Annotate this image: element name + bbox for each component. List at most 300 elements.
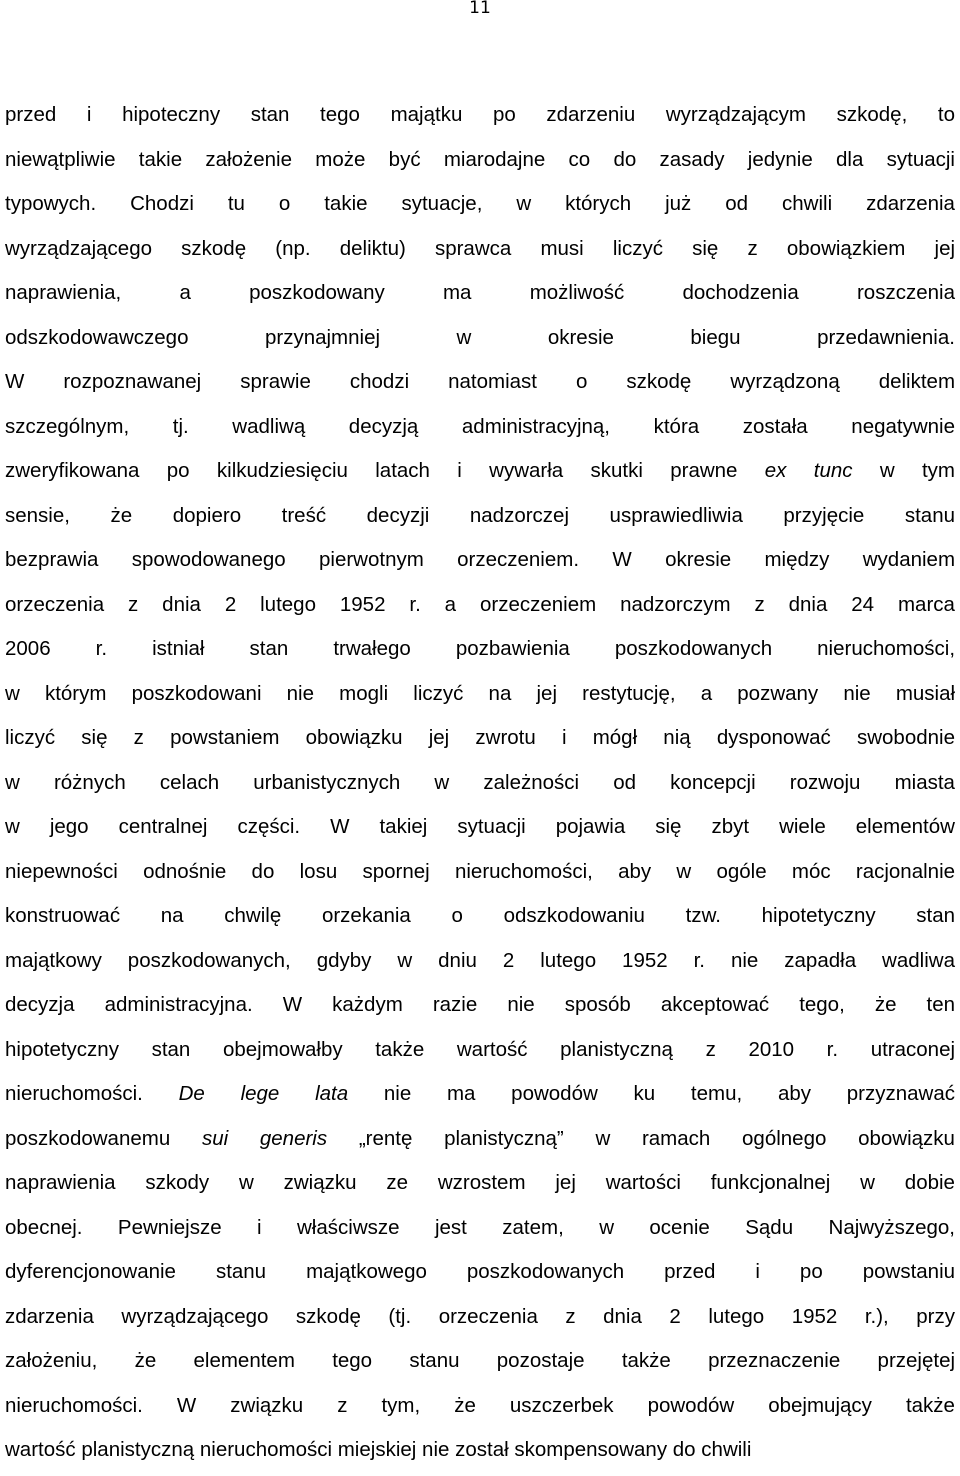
word: sytuacje, [401,192,483,215]
word: wadliwą [232,414,306,438]
word: po [492,103,516,126]
word: r. [826,1037,839,1061]
word: w [5,681,20,705]
word: wiele [779,815,826,838]
word: właściwsze [297,1215,400,1239]
word: z [754,592,765,616]
word: W [176,1393,197,1417]
word: przynajmniej [264,325,381,349]
word: takie [138,147,183,171]
word: poszkodowanych, [127,948,291,972]
word: z [565,1304,576,1328]
word: wywarła [489,459,564,482]
word: biegu [690,325,741,349]
word: nią [663,726,691,749]
word: pozbawienia [455,637,570,660]
text-line [5,1342,955,1387]
word: tym [921,459,955,482]
word: został [455,1438,509,1461]
word: stanu [409,1349,460,1372]
word: chwilę [224,904,282,927]
word: ocenie [649,1215,710,1239]
word: planistyczną [81,1438,195,1461]
text-line [5,630,955,675]
word: W [282,993,303,1016]
word: pozostaje [496,1349,585,1372]
word: aby [777,1082,811,1105]
text-line [5,230,955,275]
word: poszkodowany [249,281,385,304]
word: sprawca [434,236,512,260]
word: liczyć [612,236,663,260]
italic-word: lata [315,1082,349,1105]
word: nieruchomości. [5,1082,143,1105]
word: obowiązku [858,1126,955,1150]
italic-word: ex [764,459,787,482]
word: aby [618,859,652,883]
word: wyrządzającego [5,236,152,260]
word: dysponować [716,726,831,749]
word: temu, [690,1082,743,1105]
word: dopiero [172,503,242,527]
word: jedynie [747,147,813,171]
word: w [5,770,20,794]
word: stanu [904,503,955,527]
word: z [337,1393,348,1417]
word: ma [446,1082,476,1105]
word: sprawie [240,370,311,393]
word: wyrządzającego [121,1304,269,1328]
word: założeniu, [5,1349,98,1372]
word: spowodowanego [131,548,286,571]
word: nieruchomości, [454,859,593,883]
word: się [692,236,719,260]
word: na [160,904,184,927]
word: r. [95,637,108,660]
word: Pewniejsze [117,1215,222,1239]
word: nie [843,681,871,705]
italic-word: generis [259,1126,328,1150]
word: zatem, [502,1215,564,1239]
word: w [516,192,532,215]
word: w [456,325,472,349]
word: różnych [53,770,126,794]
text-line [5,586,955,631]
word: swobodnie [856,726,955,749]
word: musiał [895,681,956,705]
word: móc [791,859,831,883]
text-line [5,719,955,764]
word: nie [286,681,315,705]
word: nadzorczym [620,592,731,616]
word: typowych. [5,192,97,215]
word: między [764,548,830,571]
word: sytuacji [457,815,526,838]
word: funkcjonalnej [710,1171,831,1194]
word: miasta [894,770,955,794]
word: z [128,592,139,616]
word: hipoteczny [122,103,221,126]
word: dnia [603,1304,642,1328]
word: elementem [193,1349,295,1372]
word: ramach [641,1126,711,1150]
word: 2 [669,1304,681,1328]
word: powstaniu [862,1260,956,1283]
word: kilkudziesięciu [216,459,348,482]
word: dnia [788,592,828,616]
word: nieruchomości, [817,637,956,660]
word: od [725,192,749,215]
word: decyzja [5,993,75,1016]
word: już [665,192,692,215]
word: która [653,414,700,438]
word: rozpoznawanej [63,370,202,393]
word: szkodę [181,236,247,260]
word: możliwość [529,281,625,304]
word: a [700,681,713,705]
word: lutego [708,1304,765,1328]
text-line [5,1075,955,1120]
word: po [166,459,190,482]
text-line [5,541,955,586]
word: i [86,103,92,126]
word: poszkodowanemu [5,1126,171,1150]
word: chwili [782,192,833,215]
word: poszkodowanych [614,637,773,660]
word: W [330,815,350,838]
word: centralnej [118,815,208,838]
word: celach [159,770,220,794]
text-line [5,141,955,186]
word: odnośnie [143,859,227,883]
word: o [278,192,291,215]
word: racjonalnie [855,859,956,883]
word: przyznawać [846,1082,955,1105]
word: zbyt [711,815,750,838]
word: w [860,1171,875,1194]
word: że [874,993,897,1016]
text-line [5,274,955,319]
word: co [568,147,591,171]
word: hipotetyczny [5,1037,119,1061]
word: wadliwa [882,948,955,972]
word: szczególnym, [5,414,130,438]
word: natomiast [448,370,537,393]
word: nieruchomości. [5,1393,143,1417]
word: ten [926,993,956,1016]
word: nie [730,948,759,972]
word: orzeczenia [438,1304,538,1328]
word: obejmujący [768,1393,872,1417]
word: obowiązkiem [786,236,906,260]
word: 2 [224,592,237,616]
text-line [5,675,955,720]
word: być [388,147,421,171]
word: nieruchomości [199,1438,333,1461]
word: chodzi [349,370,410,393]
word: orzekania [321,904,411,927]
text-line [5,497,955,542]
word: bezprawia [5,548,99,571]
word: także [905,1393,955,1417]
word: skompensowany [514,1438,668,1461]
word: do [613,147,637,171]
word: pojawia [555,815,626,838]
word: z [705,1037,716,1061]
word: zasady [659,147,725,171]
text-line [5,1431,955,1476]
word: gdyby [316,948,372,972]
word: w [397,948,413,972]
text-line [5,96,955,141]
word: pozwany [737,681,819,705]
word: majątkowy [5,948,102,972]
word: prawne [670,459,738,482]
word: ma [442,281,472,304]
word: a [179,281,191,304]
word: jego [49,815,89,838]
word: okresie [547,325,614,349]
word: lutego [540,948,597,972]
text-line [5,185,955,230]
word: 1952 [791,1304,838,1328]
italic-word: De [178,1082,205,1105]
word: miarodajne [443,147,546,171]
word: przejętej [877,1349,956,1372]
word: koncepcji [670,770,756,794]
word: do [251,859,275,883]
word: dobie [904,1171,955,1194]
word: zapadła [784,948,857,972]
word: decyzji [366,503,430,527]
word: o [451,904,463,927]
word: z [133,726,144,749]
word: i [457,459,462,482]
word: jej [428,726,450,749]
word: dyferencjonowanie [5,1260,176,1283]
word: nie [422,1438,450,1461]
word: 24 [851,592,875,616]
word: przy [916,1304,955,1328]
word: w [239,1171,254,1194]
word: niepewności [5,859,118,883]
text-line [5,452,955,497]
word: Chodzi [130,192,194,215]
word: majątku [390,103,463,126]
word: w [5,815,20,838]
word: marca [897,592,955,616]
word: dochodzenia [682,281,799,304]
word: się [655,815,682,838]
word: takie [324,192,368,215]
text-line [5,408,955,453]
word: powstaniem [170,726,280,749]
word: sensie, [5,503,70,527]
text-line [5,897,955,942]
word: 1952 [339,592,386,616]
text-line [5,1120,955,1165]
word: latach [375,459,430,482]
word: odszkodowawczego [5,325,189,349]
word: że [110,503,133,527]
word: wartość [5,1438,76,1461]
text-line [5,1253,955,1298]
text-line [5,1387,955,1432]
word: zwrotu [475,726,536,749]
word: losu [299,859,338,883]
text-line [5,363,955,408]
word: została [742,414,808,438]
word: ze [386,1171,409,1194]
word: mógł [592,726,638,749]
word: założenie [205,147,292,171]
word: nadzorczej [469,503,569,527]
word: szkodę [295,1304,361,1328]
word: a [444,592,457,616]
text-line [5,1031,955,1076]
word: przeznaczenie [708,1349,841,1372]
word: tego [332,1349,373,1372]
word: rozwoju [789,770,861,794]
word: majątkowego [306,1260,427,1283]
word: i [755,1260,760,1283]
word: szkody [145,1171,210,1194]
word: powodów [511,1082,598,1105]
word: utraconej [870,1037,956,1061]
word: deliktu) [339,236,406,260]
word: przed [664,1260,716,1283]
word: powodów [647,1393,735,1417]
word: wyrządzoną [730,370,840,393]
word: że [454,1393,476,1417]
word: tego, [799,993,845,1016]
word: (np. [275,236,311,260]
word: dniu [438,948,477,972]
word: jej [536,681,558,705]
text-line [5,319,955,364]
word: W [5,370,25,393]
word: r. [409,592,421,616]
word: zdarzeniu [546,103,636,126]
text-line [5,942,955,987]
text-line [5,764,955,809]
word: także [375,1037,425,1061]
word: wyrządzającym [665,103,806,126]
text-line [5,1298,955,1343]
word: odszkodowaniu [503,904,645,927]
word: w [434,770,450,794]
word: liczyć [5,726,56,749]
word: ogólnego [742,1126,827,1150]
text-line [5,1164,955,1209]
word: r. [693,948,706,972]
word: planistyczną [560,1037,673,1061]
word: zależności [483,770,580,794]
word: zdarzenia [5,1304,94,1328]
word: decyzją [348,414,419,438]
body-text [5,96,955,1476]
word: naprawienia, [5,281,122,304]
word: szkodę, [836,103,908,126]
word: jej [934,236,956,260]
word: planistyczną” [444,1126,564,1150]
word: w [879,459,895,482]
word: 2 [502,948,515,972]
word: niewątpliwie [5,147,116,171]
word: okresie [665,548,732,571]
word: Najwyższego, [828,1215,955,1239]
word: orzeczeniem [479,592,597,616]
word: wartość [456,1037,528,1061]
word: orzeczeniem. [457,548,580,571]
word: (tj. [388,1304,412,1328]
word: zdarzenia [866,192,955,215]
word: dnia [162,592,201,616]
word: wydaniem [862,548,956,571]
word: wartości [605,1171,681,1194]
word: których [565,192,632,215]
word: tu [227,192,245,215]
word: Sądu [745,1215,794,1239]
word: nie [383,1082,412,1105]
word: na [488,681,512,705]
word: jest [434,1215,467,1239]
word: szkodę [626,370,692,393]
word: usprawiedliwia [609,503,743,527]
word: mogli [339,681,389,705]
word: chwili [701,1438,752,1461]
word: dla [836,147,864,171]
word: się [81,726,108,749]
word: to [937,103,955,126]
word: stan [250,103,290,126]
word: stan [151,1037,191,1061]
word: 2006 [5,637,51,660]
word: W [612,548,632,571]
word: spornej [362,859,430,883]
word: z [747,236,758,260]
word: roszczenia [856,281,955,304]
word: każdym [332,993,403,1016]
word: w [595,1126,611,1150]
word: uszczerbek [509,1393,614,1417]
word: ogóle [716,859,767,883]
word: 2010 [748,1037,795,1061]
word: administracyjna. [104,993,253,1016]
word: musi [540,236,584,260]
word: lutego [260,592,316,616]
word: o [575,370,588,393]
word: i [257,1215,262,1239]
word: administracyjną, [461,414,611,438]
word: związku [230,1393,304,1417]
word: elementów [855,815,955,838]
word: obejmowałby [222,1037,343,1061]
word: sytuacji [886,147,955,171]
word: sposób [564,993,631,1016]
word: orzeczenia [5,592,105,616]
word: poszkodowani [131,681,262,705]
italic-word: sui [201,1126,229,1150]
word: i [561,726,567,749]
word: obowiązku [305,726,403,749]
word: tj. [172,414,189,438]
text-line [5,1209,955,1254]
word: akceptować [660,993,770,1016]
word: restytucję, [582,681,676,705]
word: trwałego [333,637,411,660]
word: konstruować [5,904,121,927]
